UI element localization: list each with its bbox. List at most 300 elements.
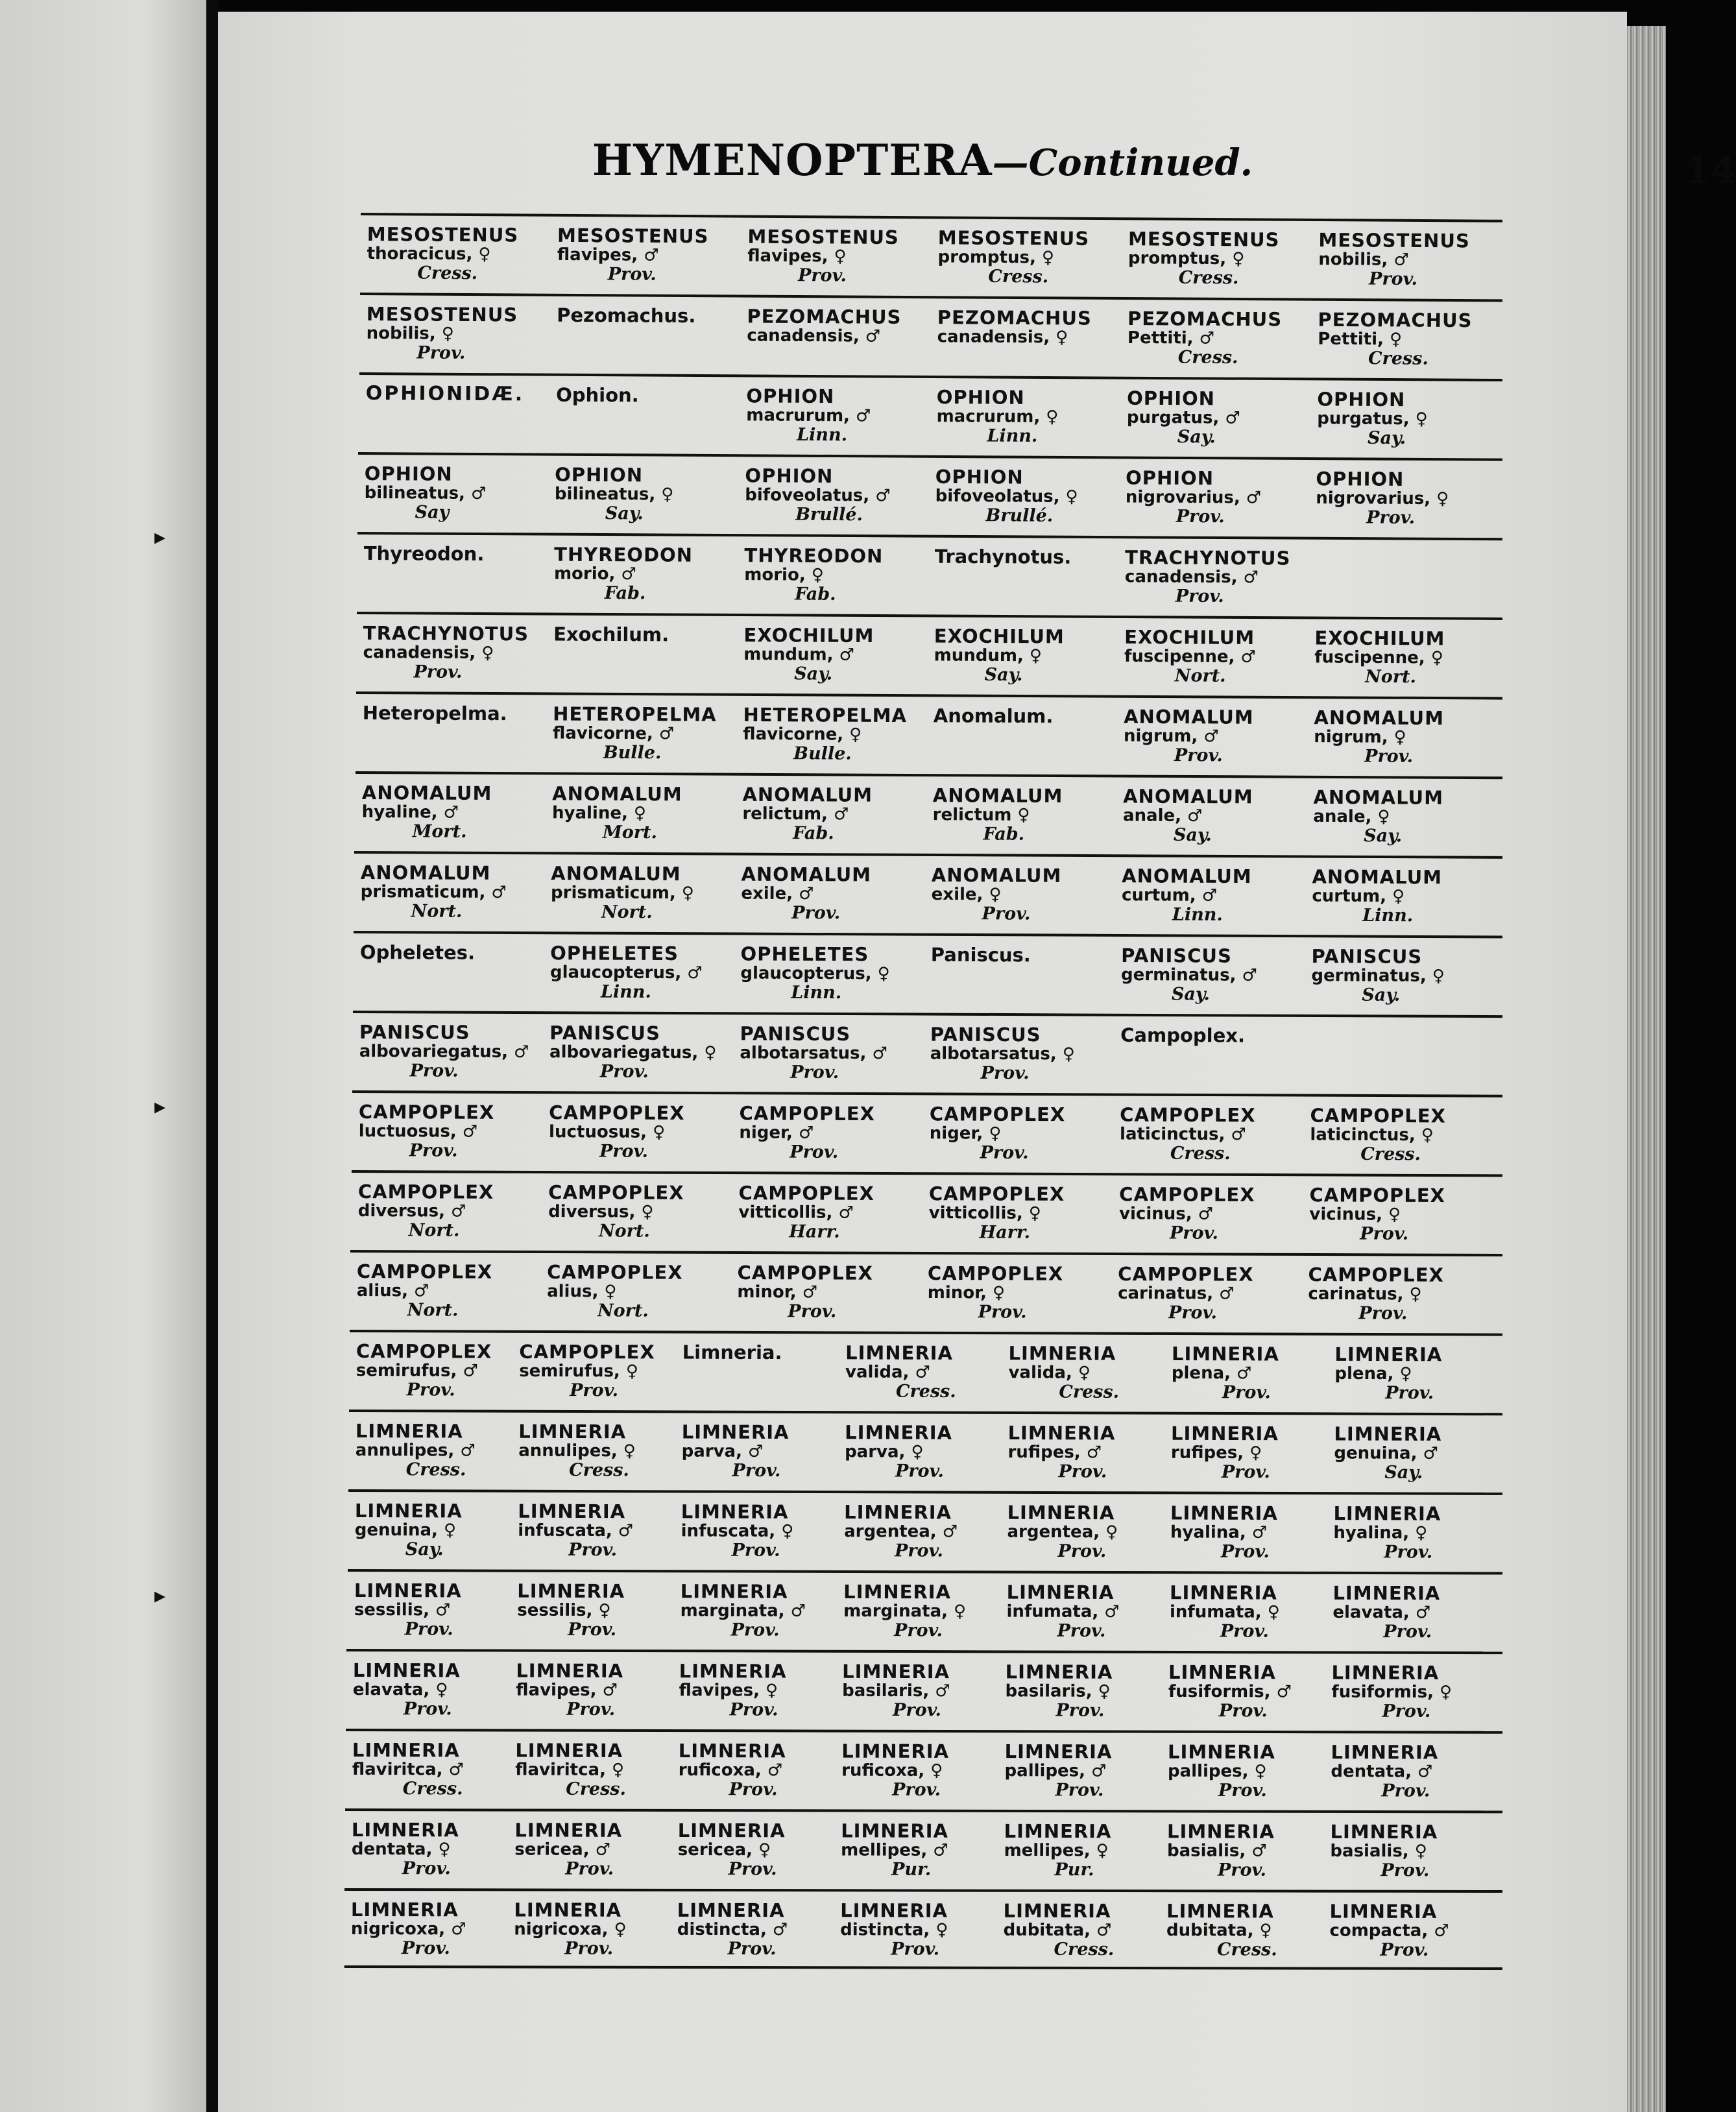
authority: Say.	[1362, 985, 1401, 1005]
species-name: basialis, ♀	[1330, 1841, 1427, 1862]
genus-name: CAMPOPLEX	[739, 1102, 875, 1125]
genus-name: PANISCUS	[740, 1022, 851, 1046]
species-name: fusiformis, ♂	[1168, 1681, 1292, 1702]
genus-name: CAMPOPLEX	[1309, 1184, 1445, 1207]
species-name: bilineatus, ♀	[555, 484, 674, 505]
species-entry	[936, 387, 1123, 447]
genus-name: ANOMALUM	[1313, 786, 1443, 809]
genus-name: LIMNERIA	[1332, 1581, 1440, 1605]
authority: Prov.	[892, 1779, 941, 1800]
species-name: carinatus, ♂	[1118, 1284, 1235, 1304]
authority: Cress.	[896, 1381, 956, 1402]
genus-name: LIMNERIA	[681, 1421, 790, 1444]
authority: Say.	[1172, 984, 1211, 1005]
authority: Prov.	[1169, 1223, 1218, 1243]
genus-name: ANOMALUM	[1122, 865, 1253, 888]
genus-name: PANISCUS	[359, 1021, 470, 1044]
genus-name: LIMNERIA	[1331, 1741, 1439, 1764]
table-row	[359, 293, 1502, 379]
species-name: promptus, ♀	[1127, 248, 1245, 269]
genus-name: PANISCUS	[1311, 945, 1423, 968]
species-name: mellipes, ♂	[841, 1840, 948, 1860]
genus-name: Heteropelma.	[362, 702, 507, 725]
species-name: nobilis, ♂	[1318, 250, 1409, 270]
authority: Prov.	[607, 264, 657, 285]
genus-name: THYREODON	[744, 544, 884, 568]
species-name: dentata, ♀	[351, 1840, 451, 1860]
authority: Prov.	[1175, 586, 1225, 607]
authority: Pur.	[1054, 1860, 1094, 1880]
species-name: hyaline, ♀	[551, 803, 646, 824]
species-name: rufipes, ♂	[1007, 1443, 1102, 1463]
species-entry	[1124, 707, 1310, 766]
genus-name: OPHION	[936, 386, 1025, 409]
species-entry	[677, 1901, 836, 1959]
authority: Prov.	[565, 1858, 614, 1879]
genus-name: LIMNERIA	[1006, 1581, 1115, 1604]
page-title: HYMENOPTERA	[592, 135, 993, 186]
family-heading	[365, 384, 551, 405]
species-name: germinatus, ♀	[1311, 966, 1445, 987]
table-row	[348, 1489, 1502, 1572]
species-entry	[363, 623, 549, 682]
species-name: nigrovarius, ♀	[1316, 488, 1449, 509]
species-name: flavipes, ♀	[679, 1681, 778, 1701]
genus-name: LIMNERIA	[680, 1580, 788, 1603]
species-entry	[1333, 1504, 1493, 1563]
species-name: ruficoxa, ♂	[678, 1760, 783, 1781]
species-entry	[928, 1264, 1115, 1323]
species-name: flaviritca, ♀	[515, 1760, 625, 1780]
authority: Prov.	[728, 1859, 777, 1880]
genus-name: CAMPOPLEX	[738, 1182, 874, 1205]
table-row	[358, 452, 1502, 538]
authority: Fab.	[792, 823, 834, 844]
species-name: basialis, ♂	[1166, 1841, 1267, 1861]
genus-name: OPHION	[1316, 388, 1406, 411]
authority: Prov.	[1058, 1461, 1107, 1482]
species-entry	[1334, 1345, 1494, 1404]
table-row	[350, 1330, 1502, 1413]
genus-name: MESOSTENUS	[747, 225, 899, 249]
genus-name: CAMPOPLEX	[358, 1101, 495, 1123]
species-name: annulipes, ♀	[518, 1441, 636, 1461]
genus-name: OPHION	[745, 385, 835, 408]
genus-name: LIMNERIA	[1167, 1820, 1275, 1843]
authority: Prov.	[564, 1938, 614, 1959]
species-entry	[1127, 309, 1314, 368]
authority: Prov.	[894, 1541, 943, 1561]
species-entry	[553, 704, 740, 763]
species-entry	[356, 1421, 515, 1480]
authority: Prov.	[1168, 1302, 1218, 1323]
authority: Cress.	[1170, 1143, 1231, 1164]
species-entry	[353, 1661, 512, 1720]
species-name: glaucopterus, ♂	[550, 963, 703, 983]
species-name: vicinus, ♂	[1118, 1204, 1213, 1224]
species-entry	[361, 783, 548, 842]
species-entry	[358, 1102, 545, 1161]
species-name: infumata, ♀	[1169, 1602, 1280, 1622]
authority: Prov.	[1222, 1382, 1272, 1403]
authority: Prov.	[791, 902, 841, 924]
species-name: elavata, ♂	[1332, 1602, 1430, 1623]
genus-name: LIMNERIA	[1169, 1581, 1277, 1604]
genus-name: EXOCHILUM	[934, 625, 1065, 648]
species-entry	[1318, 310, 1504, 370]
species-entry	[681, 1502, 840, 1561]
authority: Prov.	[570, 1380, 619, 1401]
genus-name: LIMNERIA	[1334, 1422, 1442, 1445]
species-entry	[845, 1343, 1005, 1402]
species-name: nigricoxa, ♂	[350, 1919, 466, 1939]
species-entry	[743, 625, 930, 684]
genus-name: OPHION	[1126, 466, 1214, 490]
species-entry	[844, 1502, 1004, 1561]
species-name: carinatus, ♀	[1308, 1284, 1423, 1304]
authority: Cress.	[1368, 348, 1429, 369]
authority: Prov.	[567, 1619, 616, 1640]
authority: Linn.	[986, 426, 1038, 446]
genus-name: LIMNERIA	[518, 1420, 627, 1443]
authority: Prov.	[1217, 1860, 1266, 1880]
genus-name: CAMPOPLEX	[548, 1101, 685, 1124]
species-entry	[1314, 628, 1501, 687]
species-entry	[517, 1581, 677, 1640]
species-entry	[518, 1422, 678, 1481]
ink-mark: ▸	[154, 1094, 166, 1120]
genus-name: LIMNERIA	[1329, 1900, 1438, 1923]
authority: Nort.	[407, 1300, 459, 1321]
species-entry	[519, 1342, 679, 1401]
authority: Prov.	[980, 1062, 1030, 1084]
genus-name: LIMNERIA	[679, 1660, 787, 1683]
species-entry	[351, 1900, 511, 1958]
species-entry	[1318, 230, 1505, 290]
genus-name: Paniscus.	[930, 943, 1031, 966]
genus-heading	[363, 703, 549, 723]
genus-name: LIMNERIA	[515, 1739, 623, 1762]
species-name: nigrum, ♂	[1123, 726, 1219, 747]
genus-name: Campoplex.	[1120, 1024, 1246, 1047]
genus-name: LIMNERIA	[1168, 1740, 1276, 1764]
species-entry	[1009, 1343, 1168, 1402]
species-name: pallipes, ♀	[1168, 1761, 1267, 1782]
authority: Prov.	[727, 1939, 777, 1960]
genus-name: MESOSTENUS	[1318, 229, 1470, 252]
genus-name: OPHION	[745, 464, 834, 488]
species-entry	[1311, 946, 1498, 1005]
species-entry	[845, 1422, 1004, 1482]
genus-name: PANISCUS	[930, 1023, 1041, 1046]
species-entry	[682, 1422, 841, 1482]
species-name: vicinus, ♀	[1308, 1205, 1401, 1225]
species-name: albotarsatus, ♂	[740, 1043, 887, 1064]
genus-name: LIMNERIA	[1170, 1502, 1278, 1524]
species-entry	[745, 466, 932, 525]
genus-name: LIMNERIA	[351, 1819, 459, 1842]
species-name: basilaris, ♀	[1005, 1681, 1111, 1701]
species-name: prismaticum, ♂	[361, 882, 507, 903]
species-entry	[1166, 1901, 1326, 1960]
species-entry	[1003, 1901, 1163, 1960]
authority: Prov.	[568, 1539, 617, 1561]
species-entry	[1317, 389, 1504, 449]
species-name: elavata, ♀	[353, 1680, 448, 1700]
authority: Fab.	[983, 824, 1024, 845]
genus-heading	[935, 547, 1121, 568]
genus-name: OPHIONIDÆ.	[365, 382, 524, 406]
species-name: canadensis, ♂	[1125, 567, 1259, 588]
species-name: argentea, ♀	[1007, 1522, 1118, 1542]
species-name: marginata, ♂	[680, 1601, 806, 1621]
genus-name: CAMPOPLEX	[1118, 1263, 1255, 1286]
authority: Prov.	[730, 1620, 780, 1640]
species-name: basilaris, ♂	[842, 1681, 951, 1701]
species-entry	[549, 1023, 736, 1082]
authority: Prov.	[404, 1619, 453, 1640]
species-name: fusiformis, ♀	[1331, 1682, 1453, 1702]
species-name: albovariegatus, ♀	[549, 1042, 717, 1063]
species-entry	[1004, 1821, 1163, 1880]
authority: Mort.	[412, 821, 467, 842]
authority: Cress.	[402, 1779, 463, 1799]
species-entry	[1332, 1583, 1492, 1642]
genus-name: LIMNERIA	[845, 1341, 954, 1364]
genus-name: PEZOMACHUS	[1127, 307, 1283, 331]
genus-name: MESOSTENUS	[557, 224, 709, 248]
species-entry	[1168, 1662, 1328, 1722]
authority: Prov.	[895, 1461, 944, 1482]
genus-name: MESOSTENUS	[1128, 228, 1280, 251]
genus-name: LIMNERIA	[1166, 1900, 1274, 1923]
species-entry	[518, 1502, 677, 1561]
species-name: prismaticum, ♀	[551, 883, 695, 904]
species-name: bifoveolatus, ♀	[935, 486, 1079, 507]
genus-name: THYREODON	[554, 543, 693, 566]
species-name: canadensis, ♀	[363, 643, 494, 664]
authority: Prov.	[1359, 1223, 1408, 1244]
genus-name: MESOSTENUS	[937, 226, 1090, 250]
species-name: genuina, ♂	[1334, 1443, 1438, 1463]
species-name: luctuosus, ♂	[358, 1122, 477, 1142]
species-name: plena, ♂	[1172, 1363, 1252, 1384]
species-entry	[932, 786, 1119, 845]
species-entry	[554, 545, 741, 605]
genus-name: LIMNERIA	[514, 1899, 621, 1921]
species-entry	[930, 1025, 1117, 1084]
authority: Prov.	[599, 1141, 648, 1162]
authority: Cress.	[569, 1460, 629, 1481]
species-entry	[366, 304, 553, 364]
species-name: macrurum, ♀	[936, 407, 1059, 427]
authority: Prov.	[1220, 1621, 1269, 1642]
species-name: niger, ♂	[739, 1123, 814, 1143]
genus-name: PEZOMACHUS	[747, 305, 902, 328]
genus-name: ANOMALUM	[741, 863, 872, 886]
authority: Prov.	[1368, 269, 1418, 289]
species-name: morio, ♂	[554, 564, 637, 584]
species-name: bifoveolatus, ♂	[745, 485, 891, 506]
authority: Prov.	[893, 1699, 942, 1721]
authority: Pur.	[891, 1859, 932, 1880]
table-row	[351, 1170, 1502, 1254]
authority: Prov.	[729, 1699, 778, 1720]
genus-name: LIMNERIA	[514, 1819, 623, 1842]
species-name: morio, ♀	[744, 565, 825, 585]
genus-heading	[931, 945, 1117, 965]
species-name: infumata, ♂	[1006, 1602, 1120, 1622]
authority: Say.	[1363, 826, 1402, 846]
species-entry	[935, 467, 1122, 527]
authority: Linn.	[796, 424, 847, 446]
authority: Prov.	[1380, 1939, 1429, 1960]
authority: Say.	[1367, 427, 1406, 449]
genus-name: CAMPOPLEX	[356, 1340, 492, 1363]
species-entry	[1126, 389, 1313, 448]
genus-name: LIMNERIA	[678, 1740, 786, 1762]
species-name: sessilis, ♂	[354, 1600, 451, 1620]
species-entry	[1118, 1264, 1305, 1323]
species-entry	[550, 943, 737, 1002]
genus-name: CAMPOPLEX	[928, 1262, 1064, 1285]
species-entry	[1313, 787, 1500, 846]
ink-mark: ▸	[154, 1583, 166, 1609]
table-row	[354, 851, 1502, 936]
genus-name: LIMNERIA	[518, 1500, 625, 1523]
genus-heading	[360, 942, 546, 963]
species-entry	[842, 1662, 1002, 1721]
species-entry	[932, 865, 1118, 924]
table-row	[360, 213, 1502, 300]
genus-name: OPHION	[555, 463, 644, 486]
species-entry	[1169, 1583, 1329, 1642]
species-name: parva, ♀	[845, 1442, 924, 1462]
species-name: distincta, ♀	[839, 1920, 948, 1940]
species-entry	[738, 1183, 925, 1242]
authority: Prov.	[406, 1380, 455, 1400]
species-entry	[843, 1582, 1003, 1641]
species-entry	[557, 226, 744, 285]
authority: Linn.	[791, 982, 842, 1003]
species-entry	[1124, 627, 1311, 686]
species-name: bilineatus, ♂	[364, 483, 487, 504]
genus-name: Ophion.	[555, 383, 639, 407]
species-name: infuscata, ♂	[518, 1520, 633, 1541]
species-entry	[352, 1820, 511, 1878]
table-row	[352, 1090, 1502, 1175]
species-entry	[357, 1262, 544, 1321]
genus-name: ANOMALUM	[1122, 785, 1253, 808]
table-row	[357, 532, 1502, 618]
genus-name: PANISCUS	[549, 1022, 660, 1044]
authority: Prov.	[1176, 506, 1225, 527]
species-name: plena, ♀	[1334, 1363, 1412, 1384]
species-entry	[1312, 867, 1499, 926]
species-entry	[555, 465, 741, 525]
genus-name: LIMNERIA	[842, 1660, 950, 1683]
authority: Prov.	[599, 1061, 649, 1082]
table-row	[349, 1410, 1502, 1493]
species-name: flaviritca, ♂	[352, 1760, 464, 1780]
authority: Cress.	[1059, 1382, 1120, 1402]
genus-heading	[934, 706, 1120, 726]
authority: Prov.	[982, 904, 1031, 924]
species-entry	[739, 1103, 926, 1162]
authority: Mort.	[602, 822, 657, 843]
species-name: alius, ♂	[357, 1281, 429, 1301]
species-name: sericea, ♀	[677, 1840, 771, 1860]
genus-name: ANOMALUM	[932, 863, 1062, 887]
species-entry	[1170, 1503, 1330, 1562]
species-entry	[551, 784, 738, 843]
table-row	[345, 1808, 1502, 1890]
authority: Cress.	[1360, 1144, 1421, 1165]
species-name: rufipes, ♀	[1170, 1443, 1262, 1463]
authority: Prov.	[978, 1302, 1028, 1323]
species-entry	[743, 705, 930, 764]
table-row	[344, 1888, 1502, 1970]
genus-name: OPHELETES	[550, 942, 679, 965]
authority: Prov.	[401, 1938, 450, 1959]
genus-name: PEZOMACHUS	[1318, 308, 1473, 332]
genus-name: CAMPOPLEX	[737, 1262, 874, 1284]
species-name: anale, ♀	[1312, 806, 1390, 827]
authority: Cress.	[1054, 1939, 1115, 1960]
genus-name: LIMNERIA	[841, 1740, 950, 1762]
species-entry	[1121, 946, 1308, 1005]
authority: Cress.	[988, 266, 1049, 287]
authority: Prov.	[1055, 1780, 1104, 1801]
genus-name: LIMNERIA	[355, 1420, 463, 1443]
genus-heading	[556, 385, 742, 406]
genus-name: LIMNERIA	[845, 1421, 953, 1444]
authority: Say.	[984, 664, 1023, 686]
species-entry	[365, 464, 551, 523]
species-name: hyalina, ♀	[1333, 1523, 1428, 1543]
species-name: curtum, ♂	[1122, 885, 1218, 906]
genus-heading	[1120, 1026, 1307, 1046]
table-row	[346, 1649, 1502, 1731]
authority: Fab.	[604, 583, 646, 604]
species-name: vitticollis, ♀	[928, 1203, 1041, 1223]
species-entry	[551, 863, 738, 922]
species-entry	[515, 1741, 675, 1800]
species-name: macrurum, ♂	[745, 405, 871, 426]
genus-name: EXOCHILUM	[1124, 625, 1255, 649]
species-entry	[937, 307, 1124, 348]
species-entry	[1171, 1424, 1331, 1483]
page-subtitle: —Continued.	[992, 141, 1253, 184]
authority: Prov.	[1380, 1860, 1430, 1881]
genus-name: Thyreodon.	[363, 542, 485, 566]
authority: Nort.	[1365, 666, 1417, 688]
genus-name: LIMNERIA	[1330, 1820, 1438, 1843]
authority: Prov.	[409, 1061, 459, 1081]
authority: Say.	[605, 503, 644, 524]
species-name: luctuosus, ♀	[548, 1122, 666, 1142]
species-name: pallipes, ♂	[1004, 1761, 1107, 1781]
genus-name: ANOMALUM	[551, 782, 682, 806]
authority: Linn.	[1172, 904, 1224, 925]
species-entry	[1172, 1344, 1331, 1403]
species-name: flavicorne, ♀	[743, 724, 862, 745]
species-entry	[1308, 1265, 1495, 1324]
species-entry	[1125, 547, 1312, 607]
authority: Brullé.	[985, 505, 1054, 526]
species-entry	[1005, 1742, 1164, 1801]
species-entry	[1316, 469, 1502, 529]
